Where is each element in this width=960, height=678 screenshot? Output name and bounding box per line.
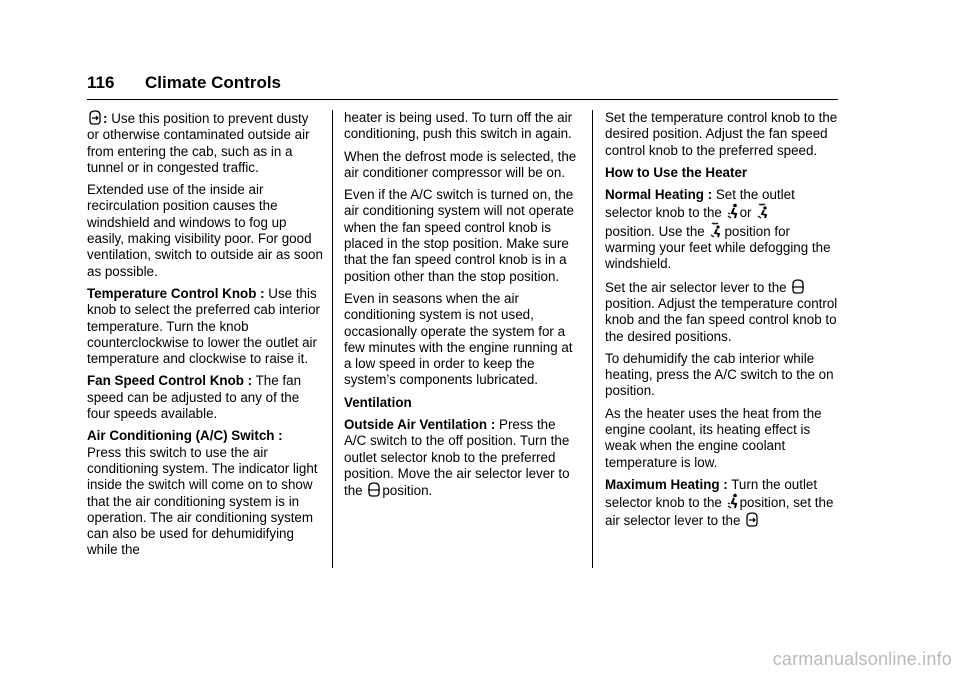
normal-heating-text-3: position for warming your feet while defogging the windshield. [605,223,831,272]
floor-outlet-icon [727,203,739,219]
ac-switch-label: Air Conditioning (A/C) Switch : [87,428,283,444]
recirculation-icon [88,110,102,125]
floor-defrost-outlet-icon [709,222,723,238]
column-3 [605,110,841,535]
outside-air-text: Press the A/C switch to the off position. Turn the outlet selector knob to the preferred position. Move the air selector lever to the [344,417,570,499]
temp-knob-label: Temperature Control Knob : [87,285,265,301]
normal-heating-label: Normal Heating : [605,187,713,203]
normal-heating-text-2: position. Use the [605,223,705,239]
outside-air-icon [791,279,805,294]
max-heating-label: Maximum Heating : [605,476,728,492]
heater-heading: How to Use the Heater [605,164,748,180]
recirculation-icon [745,512,759,527]
heater-uses-paragraph: As the heater uses the heat from the engine coolant, its heating effect is weak when the engine coolant temperature is low. [605,405,822,470]
fan-knob-text: The fan speed can be adjusted to any of the four speeds available. [87,373,302,422]
dehumidify-paragraph: To dehumidify the cab interior while heating, press the A/C switch to the on position. [605,350,834,399]
ventilation-heading: Ventilation [344,394,412,410]
column-divider-2 [592,110,593,568]
header-rule [87,99,838,100]
floor-outlet-icon [727,493,739,509]
extended-use-paragraph: Extended use of the inside air recirculation position causes the windshield and windows to fog up easily, making visibility poor. For good ventilation, switch to outside air as soon as possible. [87,182,323,279]
temp-knob-paragraph [87,286,323,367]
ac-switch-text: Press this switch to use the air conditioning system. The indicator light inside the switch will come on to show that the air conditioning system is in operation. The air conditioning system can also be used for dehumidifying while the [87,444,318,558]
max-heating-text-1: Turn the outlet selector knob to the [605,476,818,511]
outside-air-paragraph [344,417,580,499]
normal-heating-or: or [739,205,752,221]
set-air-lever-paragraph [605,279,841,345]
column-divider-1 [332,110,333,568]
recirculation-text: Use this position to prevent dusty or otherwise contaminated outside air from entering the cab, such as in a tunnel or in congested traffic. [87,111,310,175]
outside-air-icon [367,482,381,497]
set-temp-paragraph: Set the temperature control knob to the desired position. Adjust the fan speed control knob to the preferred speed. [605,110,838,158]
floor-defrost-outlet-icon [756,203,770,219]
outside-air-label: Outside Air Ventilation : [344,417,496,433]
temp-knob-text: Use this knob to select the preferred cab interior temperature. Turn the knob counterclockwise to lower the outlet air temperature and clockwise to raise it. [87,285,320,367]
set-air-lever-rest: position. Adjust the temperature control knob and the fan speed control knob to the desired positions. [605,295,838,344]
even-if-paragraph: Even if the A/C switch is turned on, the air conditioning system will not operate when the fan speed control knob is placed in the stop position. Make sure that the fan speed control knob is in a position other than the stop position. [344,187,574,284]
watermark: carmanualsonline.info [772,649,952,669]
fan-knob-label: Fan Speed Control Knob : [87,373,253,389]
max-heating-paragraph [605,477,841,529]
column-1 [87,110,323,565]
normal-heating-text-1: Set the outlet selector knob to the [605,187,795,221]
set-air-lever-text: Set the air selector lever to the [605,279,787,295]
section-title: Climate Controls [145,73,282,92]
normal-heating-paragraph [605,187,841,272]
max-heating-text-2: position, set the air selector lever to the [605,495,834,528]
outside-air-end: position. [382,483,433,499]
ac-continued-paragraph: heater is being used. To turn off the air conditioning, push this switch in again. [344,110,573,142]
defrost-paragraph: When the defrost mode is selected, the air conditioner compressor will be on. [344,148,577,180]
page-header [87,73,837,99]
recirculation-paragraph [87,110,323,176]
ac-switch-paragraph [87,428,323,558]
column-2 [344,110,580,506]
fan-knob-paragraph [87,373,323,422]
even-seasons-paragraph: Even in seasons when the air conditioning system is not used, occasionally operate the system for a few minutes with the engine running at a low speed in order to keep the system’s components lubricated. [344,290,573,388]
recirculation-colon: : [103,111,108,126]
page-number: 116 [87,73,115,92]
